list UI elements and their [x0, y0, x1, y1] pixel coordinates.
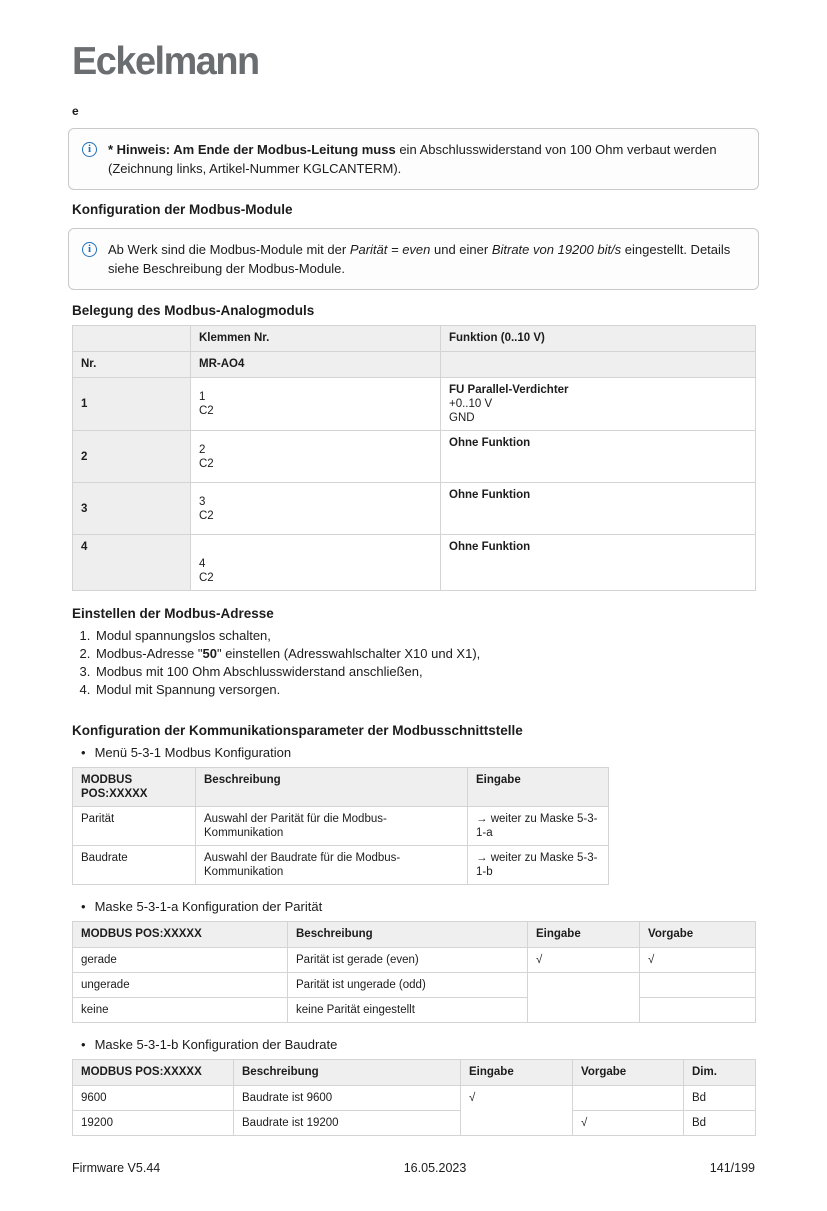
table-cell-funktion	[441, 378, 756, 431]
heading-modbus-module: Konfiguration der Modbus-Module	[72, 202, 293, 217]
table-cell: Baudrate ist 19200	[234, 1111, 461, 1136]
table-header-cell: Dim.	[684, 1060, 756, 1086]
table-header-cell: MODBUS POS:XXXXX	[73, 768, 196, 807]
table-header-cell: Funktion (0..10 V)	[441, 326, 756, 352]
table-row	[73, 1086, 756, 1111]
klemmen-line: C2	[199, 457, 214, 470]
note-text-segment: ein Abschlusswiderstand von 100 Ohm verbaut werden (Zeichnung links, Artikel-Nummer KGLCANTERM).	[108, 142, 717, 176]
table-header-cell: MODBUS POS:XXXXX	[73, 922, 288, 948]
table-header-cell: Beschreibung	[288, 922, 528, 948]
funktion-title: Ohne Funktion	[449, 489, 531, 501]
klemmen-line: 3	[199, 495, 206, 508]
table-cell-checkmark: √	[528, 948, 640, 973]
bullet-text: Menü 5-3-1 Modbus Konfiguration	[94, 745, 292, 760]
table-cell: keine	[73, 998, 288, 1023]
table-cell-nr: 4	[73, 535, 191, 591]
info-icon	[82, 142, 97, 157]
note-text-segment: Parität = even	[349, 242, 431, 257]
werkseinstellung-note-box	[68, 228, 759, 290]
list-item	[94, 663, 755, 681]
table-cell-checkmark: √	[461, 1086, 573, 1136]
list-item	[94, 645, 755, 663]
table-cell-klemmen	[191, 378, 441, 431]
step-text: Modbus-Adresse "	[96, 646, 203, 661]
step-text: 50	[202, 646, 217, 661]
document-page	[0, 42, 827, 1211]
table-header-cell: Eingabe	[461, 1060, 573, 1086]
footer-date: 16.05.2023	[403, 1161, 467, 1175]
bullet-icon	[81, 744, 86, 762]
bullet-icon	[81, 898, 86, 916]
table-cell: ungerade	[73, 973, 288, 998]
klemmen-line: C2	[199, 405, 214, 417]
table-row	[73, 846, 609, 885]
step-text: " einstellen (Adresswahlschalter X10 und X1),	[216, 646, 481, 661]
table-header-row	[73, 1060, 756, 1086]
table-row	[73, 431, 756, 483]
werkseinstellung-note-text	[108, 240, 744, 278]
menu-table	[72, 767, 609, 885]
table-row	[73, 378, 756, 431]
company-logo: Eckelmann	[72, 40, 259, 83]
table-row	[73, 973, 756, 998]
table-cell	[640, 973, 756, 998]
step-text: Modul spannungslos schalten,	[96, 628, 271, 643]
table-cell	[528, 973, 640, 1023]
bullet-icon	[81, 1036, 86, 1054]
table-header-cell: Beschreibung	[196, 768, 468, 807]
table-cell: Auswahl der Parität für die Modbus-Kommunikation	[196, 807, 468, 846]
table-cell: Bd	[684, 1111, 756, 1136]
table-cell-funktion	[441, 431, 756, 483]
table-cell: → weiter zu Maske 5-3-1-b	[468, 846, 609, 885]
table-cell: keine Parität eingestellt	[288, 998, 528, 1023]
table-header-cell	[441, 352, 756, 378]
table-cell-funktion	[441, 535, 756, 591]
table-row	[73, 948, 756, 973]
table-cell-klemmen	[191, 431, 441, 483]
step-text: Modul mit Spannung versorgen.	[96, 682, 281, 697]
klemmen-line: 2	[199, 443, 206, 456]
table-cell-checkmark: √	[573, 1111, 684, 1136]
maske-a-table	[72, 921, 756, 1023]
table-cell-klemmen	[191, 483, 441, 535]
table-row	[73, 998, 756, 1023]
note-text-segment: * Hinweis: Am Ende der Modbus-Leitung muss	[108, 142, 400, 157]
list-item	[94, 627, 755, 645]
klemmen-line: 4	[199, 558, 206, 570]
table-header-cell: Eingabe	[528, 922, 640, 948]
table-header-cell: Vorgabe	[573, 1060, 684, 1086]
note-text-segment: eingestellt. Details siehe Beschreibung der Modbus-Module.	[108, 242, 731, 276]
table-header-row	[73, 922, 756, 948]
table-cell-nr: 2	[73, 431, 191, 483]
funktion-title: Ohne Funktion	[449, 437, 531, 449]
table-cell: Auswahl der Baudrate für die Modbus-Kommunikation	[196, 846, 468, 885]
table-cell: Bd	[684, 1086, 756, 1111]
table-cell: Parität ist ungerade (odd)	[288, 973, 528, 998]
footer-page-number: 141/199	[709, 1161, 755, 1175]
funktion-title: FU Parallel-Verdichter	[449, 384, 569, 396]
table-header-cell: Vorgabe	[640, 922, 756, 948]
table-cell: Baudrate	[73, 846, 196, 885]
heading-kommunikation: Konfiguration der Kommunikationsparameter der Modbusschnittstelle	[72, 723, 523, 738]
funktion-line: GND	[449, 412, 475, 424]
table-cell-nr: 3	[73, 483, 191, 535]
hinweis-note-text	[108, 140, 744, 178]
table-cell-klemmen	[191, 535, 441, 591]
step-text: Modbus mit 100 Ohm Abschlusswiderstand anschließen,	[96, 664, 423, 679]
table-row	[73, 1111, 756, 1136]
table-header-cell: Nr.	[73, 352, 191, 378]
bullet-maske-b	[81, 1036, 755, 1054]
stray-char: e	[72, 104, 79, 118]
note-text-segment: Ab Werk sind die Modbus-Module mit der	[108, 242, 350, 257]
table-row	[73, 483, 756, 535]
funktion-title: Ohne Funktion	[449, 541, 531, 553]
table-header-cell	[73, 326, 191, 352]
table-header-cell: MR-AO4	[191, 352, 441, 378]
table-row	[73, 535, 756, 591]
table-cell: → weiter zu Maske 5-3-1-a	[468, 807, 609, 846]
table-header-cell: Beschreibung	[234, 1060, 461, 1086]
table-cell-funktion	[441, 483, 756, 535]
table-cell: gerade	[73, 948, 288, 973]
klemmen-line: C2	[199, 572, 214, 584]
maske-b-table	[72, 1059, 756, 1136]
table-header-cell: Eingabe	[468, 768, 609, 807]
table-cell: Parität ist gerade (even)	[288, 948, 528, 973]
table-cell: 19200	[73, 1111, 234, 1136]
bullet-text: Maske 5-3-1-b Konfiguration der Baudrate	[94, 1037, 338, 1052]
table-header-row	[73, 326, 756, 352]
bullet-menu	[81, 744, 755, 762]
table-header-cell: Klemmen Nr.	[191, 326, 441, 352]
klemmen-line: C2	[199, 509, 214, 522]
hinweis-note-box	[68, 128, 759, 190]
table-cell-nr: 1	[73, 378, 191, 431]
table-row	[73, 807, 609, 846]
table-cell: 9600	[73, 1086, 234, 1111]
table-cell	[573, 1086, 684, 1111]
adresse-steps-list	[72, 627, 755, 699]
bullet-maske-a	[81, 898, 755, 916]
table-header-row	[73, 352, 756, 378]
funktion-line: +0..10 V	[449, 398, 493, 410]
footer-firmware-version: Firmware V5.44	[72, 1161, 161, 1175]
list-item	[94, 681, 755, 699]
note-text-segment: und einer	[430, 242, 492, 257]
table-header-row	[73, 768, 609, 807]
info-icon	[82, 242, 97, 257]
bullet-text: Maske 5-3-1-a Konfiguration der Parität	[94, 899, 323, 914]
heading-adresse: Einstellen der Modbus-Adresse	[72, 606, 274, 621]
table-cell: Baudrate ist 9600	[234, 1086, 461, 1111]
klemmen-line: 1	[199, 391, 206, 403]
table-header-cell: MODBUS POS:XXXXX	[73, 1060, 234, 1086]
heading-belegung: Belegung des Modbus-Analogmoduls	[72, 303, 315, 318]
table-cell: Parität	[73, 807, 196, 846]
table-cell-checkmark: √	[640, 948, 756, 973]
belegung-table	[72, 325, 756, 591]
note-text-segment: Bitrate von 19200 bit/s	[491, 242, 622, 257]
table-cell	[640, 998, 756, 1023]
